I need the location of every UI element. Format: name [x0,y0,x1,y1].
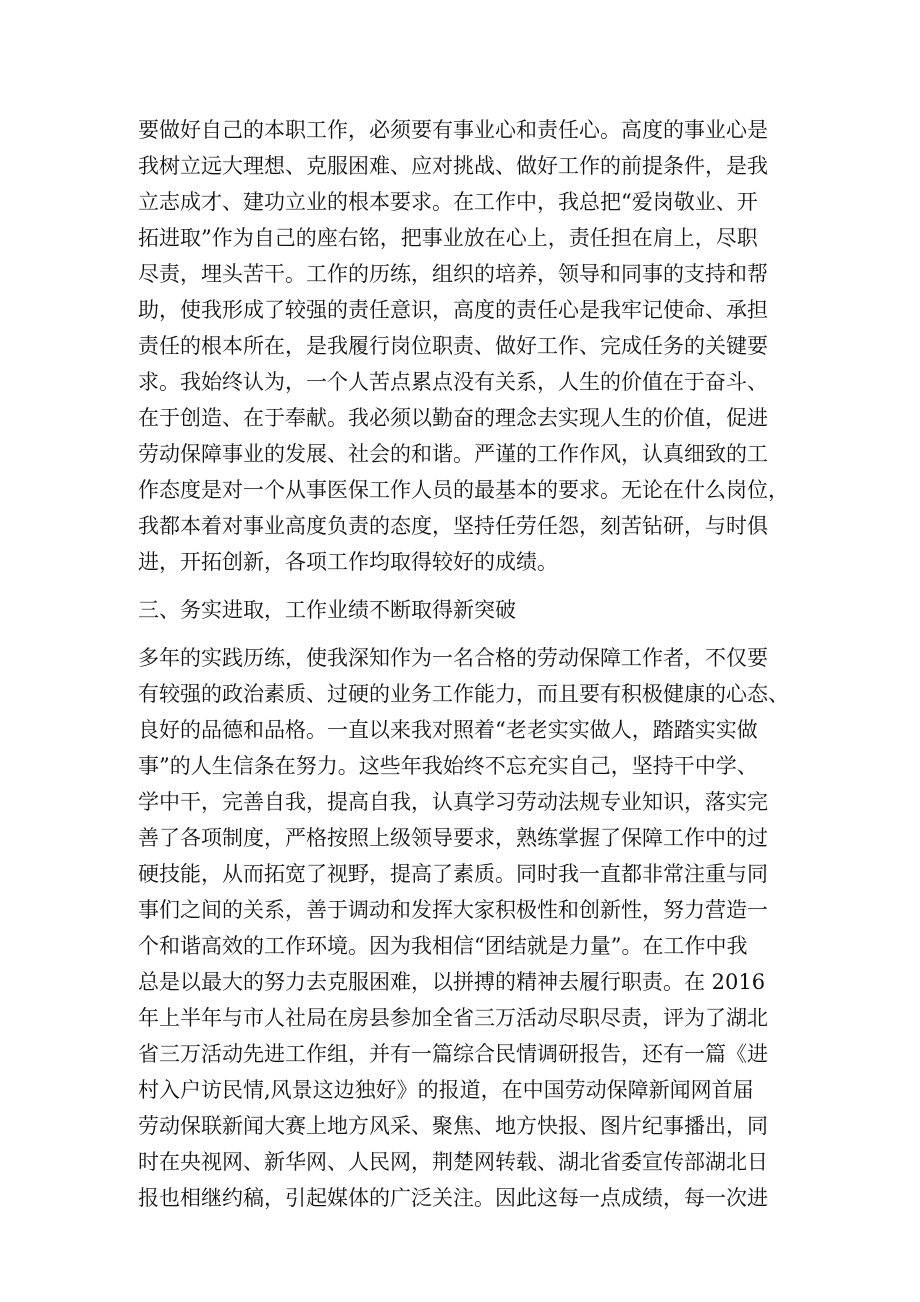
document-body [138,112,788,1216]
section-heading: 三、务实进取，工作业绩不断取得新突破 [138,598,516,622]
paragraph-line: 学中干，完善自我，提高自我，认真学习劳动法规专业知识，落实完 [138,790,768,814]
paragraph-line: 在于创造、在于奉献。我必须以勤奋的理念去实现人生的价值，促进 [138,406,768,430]
paragraph-line: 事们之间的关系，善于调动和发挥大家积极性和创新性，努力营造一 [138,898,768,922]
paragraph-line: 善了各项制度，严格按照上级领导要求，熟练掌握了保障工作中的过 [138,826,768,850]
paragraph-line: 有较强的政治素质、过硬的业务工作能力，而且要有积极健康的心态、 [138,682,789,706]
paragraph-2 [138,640,788,1216]
paragraph-line: 求。我始终认为，一个人苦点累点没有关系，人生的价值在于奋斗、 [138,370,768,394]
paragraph-line: 省三万活动先进工作组，并有一篇综合民情调研报告，还有一篇《进 [138,1042,768,1066]
paragraph-line: 助，使我形成了较强的责任意识，高度的责任心是我牢记使命、承担 [138,298,768,322]
paragraph-line: 个和谐高效的工作环境。因为我相信“团结就是力量”。在工作中我 [138,934,748,958]
paragraph-line: 我树立远大理想、克服困难、应对挑战、做好工作的前提条件，是我 [138,154,768,178]
paragraph-line: 劳动保障事业的发展、社会的和谐。严谨的工作作风，认真细致的工 [138,442,768,466]
paragraph-line: 立志成才、建功立业的根本要求。在工作中，我总把“爱岗敬业、开 [138,190,758,214]
paragraph-line: 要做好自己的本职工作，必须要有事业心和责任心。高度的事业心是 [138,118,768,142]
paragraph-line: 作态度是对一个从事医保工作人员的最基本的要求。无论在什么岗位， [138,478,789,502]
paragraph-line: 进，开拓创新，各项工作均取得较好的成绩。 [138,550,558,574]
paragraph-line: 拓进取”作为自己的座右铭，把事业放在心上，责任担在肩上，尽职 [138,226,758,250]
paragraph-line: 尽责，埋头苦干。工作的历练，组织的培养，领导和同事的支持和帮 [138,262,768,286]
paragraph-line: 村入户访民情,风景这边独好》的报道，在中国劳动保障新闻网首届 [138,1078,754,1102]
paragraph-line: 总是以最大的努力去克服困难，以拼搏的精神去履行职责。在 2016 [138,970,766,994]
paragraph-gap [138,580,788,592]
paragraph-1 [138,112,788,580]
paragraph-line: 年上半年与市人社局在房县参加全省三万活动尽职尽责，评为了湖北 [138,1006,768,1030]
paragraph-line: 我都本着对事业高度负责的态度，坚持任劳任怨，刻苦钻研，与时俱 [138,514,768,538]
paragraph-line: 良好的品德和品格。一直以来我对照着“老老实实做人，踏踏实实做 [138,718,758,742]
paragraph-line: 事”的人生信条在努力。这些年我始终不忘充实自己，坚持干中学、 [138,754,758,778]
paragraph-line: 责任的根本所在，是我履行岗位职责、做好工作、完成任务的关键要 [138,334,768,358]
paragraph-line: 时在央视网、新华网、人民网，荆楚网转载、湖北省委宣传部湖北日 [138,1150,768,1174]
paragraph-line: 多年的实践历练，使我深知作为一名合格的劳动保障工作者，不仅要 [138,646,768,670]
paragraph-gap [138,628,788,640]
paragraph-line: 报也相继约稿，引起媒体的广泛关注。因此这每一点成绩，每一次进 [138,1186,768,1210]
paragraph-line: 劳动保联新闻大赛上地方风采、聚焦、地方快报、图片纪事播出，同 [138,1114,768,1138]
paragraph-line: 硬技能，从而拓宽了视野，提高了素质。同时我一直都非常注重与同 [138,862,768,886]
